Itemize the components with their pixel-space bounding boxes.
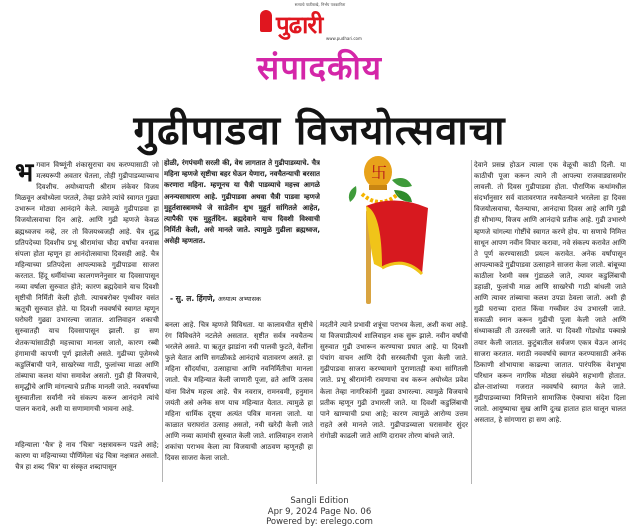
article-column-1-tail — [15, 440, 159, 484]
footer-powered-by: Powered by: erelego.com — [266, 517, 373, 527]
footer-date-page: Apr 9, 2024 Page No. 06 — [267, 506, 372, 517]
footer-edition: Sangli Edition — [290, 496, 349, 506]
column-divider — [162, 160, 163, 482]
column-divider — [471, 160, 472, 484]
column-3-text: मदतीने त्याने प्रभावी शत्रूंचा पराभव केला, अशी कथा आहे. या विजयाप्रीत्यर्थ शालिवाहन शक सुरू झाले. नवीन वर्षाची सुरुवात गुढी उभारून करण्याचा प्रघात आहे. या दिवशी पंचांग वाचन आणि देवी सरस्वतीची पूजा केली जाते. गुढीपाडवा साजरा करण्यामागे पुराणातही कथा सांगितली जाते. प्रभू श्रीरामांनी रावणाचा वध करून अयोध्येत प्रवेश केला तेव्हा नागरिकांनी गुढ्या उभारल्या. त्यामुळे विजयाचे प्रतीक म्हणून गुढी उभारली जाते. या दिवशी कडुलिंबाची पाने खाण्याची प्रथा आहे; कारण त्यामुळे आरोग्य उत्तम राहते असे मानले जाते. गुढीपाडव्याला घरासमोर सुंदर रांगोळी काढली जाते आणि दारावर तोरण बांधले जाते. — [320, 321, 468, 440]
section-title: संपादकीय — [256, 48, 383, 87]
article-column-2 — [165, 320, 313, 486]
article-column-4 — [474, 160, 626, 484]
column-2-text: बनला आहे. चित्र म्हणजे विविधता. या कालावधीत सृष्टीचे रंग विविधतेने नटलेले असतात. सृष्टीत सर्वत्र नवचैतन्य भरलेले असते. या ऋतूत झाडांना नवी पालवी फुटते, वेलींना फुले येतात आणि सगळीकडे आनंदाचे वातावरण असते. हा महिना सौंदर्याचा, उत्साहाचा आणि नवनिर्मितीचा मानला जातो. चैत्र महिन्यात केली जाणारी पूजा, व्रते आणि उत्सव यांना विशेष महत्त्व आहे. चैत्र नवरात्र, रामनवमी, हनुमान जयंती असे अनेक सण याच महिन्यात येतात. त्यामुळे हा महिना धार्मिक दृष्ट्या अत्यंत पवित्र मानला जातो. या काळात घराघरांत उत्साह असतो, नवी खरेदी केली जाते आणि नव्या कामांची सुरुवात केली जाते. शालिवाहन राजाने शकांचा पराभव केला त्या विजयाची आठवण म्हणूनही हा दिवस साजरा केला जातो. — [165, 321, 313, 463]
gudhi-illustration — [322, 150, 438, 306]
swastik-icon: 卐 — [371, 163, 388, 182]
masthead-website: www.pudhari.com — [326, 36, 362, 41]
headline: गुढीपाडवा विजयोत्सवाचा — [133, 108, 506, 154]
pull-quote: होळी, रंगपंचमी सरली की, वेध लागतात ते गुढीपाडव्याचे. चैत्र महिना म्हणजे सृष्टीचा बहर घेऊन येणारा, नवचैतन्याची बरसात करणारा महिना. म्हणूनच या चैत्री पाडव्याचे महत्त्व आगळे अनन्यसाधारण आहे. गुढीपाडवा अथवा चैत्री पाडवा म्हणजे मुहूर्तशास्त्रामध्ये जे साडेतीन शुभ मुहूर्त सांगितले आहेत, त्यापैकी एक मुहूर्तदिन. ब्रह्मदेवाने याच दिवशी विश्वाची निर्मिती केली, असे मानले जाते. त्यामुळे गुढीला ब्रह्मध्वज, असेही म्हणतात. — [164, 159, 320, 246]
kalash-rim — [369, 185, 387, 190]
masthead-tagline: सत्याचे पाठीराखे, निर्भय पत्रकारिता — [294, 2, 346, 7]
masthead — [258, 2, 382, 42]
neem-leaf — [349, 186, 357, 202]
author-name: - सु. ल. हिंगणे, — [170, 294, 216, 303]
column-4-text: देवाने प्रसन्न होऊन त्याला एक वेळूची काठी दिली. या काठीची पूजा करून त्याने ती आपल्या राजवाड्यासमोर लावली. तो दिवस गुढीपाडवा होता. पौराणिक कथांमधील संदर्भांनुसार सर्व वातावरणात नवचैतन्याने भरलेला हा दिवस विजयोत्सवाचा, चैतन्याचा, आनंदाचा दिवस आहे आणि गुढी ही सौभाग्य, विजय आणि आनंदाचे प्रतीक आहे. गुढी उभारणे म्हणजे चांगल्या गोष्टींचे स्वागत करणे होय. या सणाचे निमित्त साधून आपण नवीन विचार करावा, नवे संकल्प करावेत आणि ते पूर्ण करण्यासाठी प्रयत्न करावेत. अनेक वर्षांपासून आपल्याकडे गुढीपाडवा उत्साहाने साजरा केला जातो. बांबूच्या काठीला रेशमी वस्त्र गुंडाळले जाते, त्यावर कडुलिंबाची डहाळी, फुलांची माळ आणि साखरेची गाठी बांधली जाते आणि त्यावर तांब्याचा कलश उपडा ठेवला जातो. अशी ही गुढी घराच्या दारात किंवा गच्चीवर उंच उभारली जाते. सकाळी स्नान करून गुढीची पूजा केली जाते आणि संध्याकाळी ती उतरवली जाते. या दिवशी गोडधोड पक्वान्ने तयार केली जातात. कुटुंबातील सर्वजण एकत्र येऊन आनंद साजरा करतात. मराठी नववर्षाचे स्वागत करण्यासाठी अनेक ठिकाणी शोभायात्रा काढल्या जातात. पारंपरिक वेशभूषा परिधान करून नागरिक मोठ्या संख्येने सहभागी होतात. ढोल-ताशांच्या गजरात नववर्षाचे स्वागत केले जाते. गुढीपाडव्याच्या निमित्ताने सामाजिक ऐक्याचा संदेश दिला जातो. आयुष्याचा सुख आणि दुःख हातात हात घालून चालत असतात, हे सांगणारा हा सण आहे. — [474, 161, 626, 425]
column-1-text: गवान विष्णूंनी शंकासुराचा वध करण्यासाठी जो मत्स्यरूपी अवतार घेतला, तोही गुढीपाडव्याच्याच दिवशीच. अयोध्यापती श्रीराम लंकेवर विजय मिळवून अयोध्येला परतले, तेव्हा प्रजेने त्यांचे स्वागत गुढ्या उभारून मोठ्या आनंदाने केले. त्यामुळे गुढीपाडवा हा विजयोत्सवाचा दिन आहे. आणि गुढी म्हणजे केवळ ब्रह्मध्वजच नव्हे, तर तो विजयध्वजही आहे. चैत्र शुद्ध प्रतिपदेच्या दिवशीच प्रभू श्रीरामांचा चौदा वर्षांचा वनवास संपला होता म्हणून हा आनंदोत्सवाचा दिवसही आहे. चैत्र महिन्याच्या प्रतिपदेला आपल्याकडे गुढीपाडवा साजरा करतात. हिंदू धर्मीयांच्या कालगणनेनुसार या दिवसापासून नव्या वर्षाला सुरुवात होते; कारण ब्रह्मदेवाने याच दिवशी सृष्टीची निर्मिती केली होती. त्याचबरोबर पृथ्वीवर वसंत ऋतूची सुरुवात होते. या दिवशी नववर्षाचे स्वागत म्हणून घरोघरी गुढ्या उभारल्या जातात. शालिवाहन शकाची सुरुवातही याच दिवसापासून झाली. हा सण शेतकऱ्यांसाठीही महत्त्वाचा मानला जातो, कारण रब्बी हंगामाची कापणी पूर्ण झालेली असते. गुढीच्या पूजेमध्ये कडुलिंबाची पाने, साखरेच्या गाठी, फुलांच्या माळा आणि तांब्याचा कलश यांचा समावेश असतो. गुढी ही विजयाचे, समृद्धीचे आणि मांगल्याचे प्रतीक मानली जाते. नववर्षाच्या सुरुवातीला सर्वांनी नवे संकल्प करून आनंदाने त्यांचे पालन करावे, अशी या सणामागची भावना आहे. — [15, 161, 159, 414]
masthead-logo: पुढारी — [276, 10, 323, 39]
column-divider — [316, 320, 317, 484]
neem-leaf — [392, 178, 412, 187]
page-footer — [0, 496, 639, 528]
article-column-1 — [15, 160, 159, 478]
column-1-tail-text: महिन्याला 'चैत्र' हे नाव 'चित्रा' नक्षत्रावरून पडले आहे; कारण या महिन्याच्या पौर्णिमेला चंद्र चित्रा नक्षत्रात असतो. चैत्र हा शब्द 'चित्र' या संस्कृत शब्दापासून — [15, 441, 159, 472]
author-role: अध्यात्म अभ्यासक — [217, 295, 261, 303]
article-column-3 — [320, 320, 468, 486]
masthead-emblem-icon — [260, 10, 272, 32]
dropcap: भ — [15, 160, 34, 188]
author-line — [170, 294, 320, 304]
